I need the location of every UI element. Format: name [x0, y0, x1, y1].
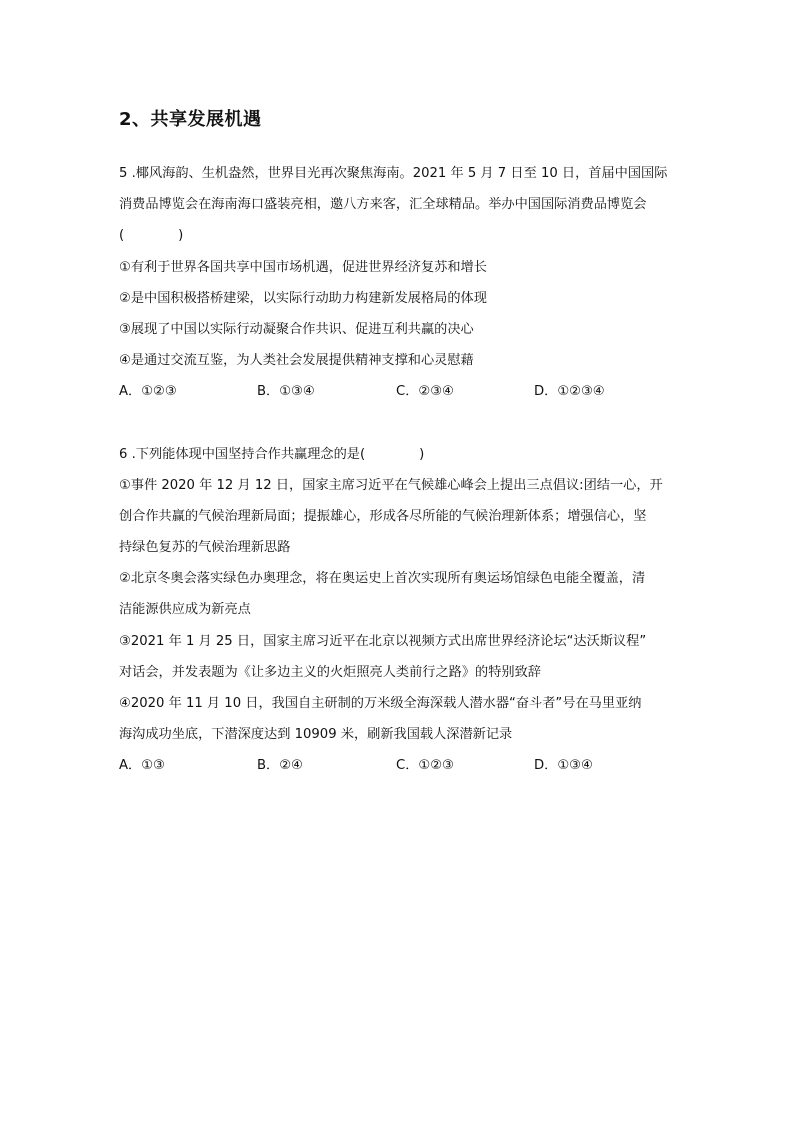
q6-options: [119, 756, 679, 776]
q6-line-6: ③2021 年 1 月 25 日，国家主席习近平在北京以视频方式出席世界经济论坛“达沃斯议程”: [119, 634, 647, 649]
q6-stem-text: 6 .下列能体现中国坚持合作共赢理念的是: [119, 447, 360, 462]
q5-paren-open: (: [119, 228, 125, 243]
q6-line-2: 创合作共赢的气候治理新局面；提振雄心，形成各尽所能的气候治理新体系；增强信心，坚: [119, 509, 647, 524]
q6-line-8: ④2020 年 11 月 10 日，我国自主研制的万米级全海深载人潜水器“奋斗者”号在马里亚纳: [119, 696, 642, 711]
q6-option-c: C．①②③: [396, 758, 454, 773]
q5-paren-close: ): [178, 228, 184, 243]
q5-stem-line-1: 5 .椰风海韵、生机盎然，世界目光再次聚焦海南。2021 年 5 月 7 日至 10 日，首届中国国际: [119, 166, 668, 181]
q6-option-b: B．②④: [257, 758, 303, 773]
q5-stem-line-2: 消费品博览会在海南海口盛装亮相，邀八方来客，汇全球精品。举办中国国际消费品博览会: [119, 197, 647, 212]
q5-statement-3: ③展现了中国以实际行动凝聚合作共识、促进互利共赢的决心: [119, 322, 474, 337]
q5-statement-1: ①有利于世界各国共享中国市场机遇，促进世界经济复苏和增长: [119, 260, 487, 275]
q5-statement-2: ②是中国积极搭桥建梁，以实际行动助力构建新发展格局的体现: [119, 291, 487, 306]
q6-line-1: ①事件 2020 年 12 月 12 日，国家主席习近平在气候雄心峰会上提出三点倡议:团结一心，开: [119, 478, 663, 493]
q6-option-d: D．①③④: [534, 758, 593, 773]
q5-options: [119, 382, 679, 402]
q5-option-c: C．②③④: [396, 384, 454, 399]
q6-paren-open: (: [359, 447, 366, 462]
q6-line-7: 对话会，并发表题为《让多边主义的火炬照亮人类前行之路》的特别致辞: [119, 665, 541, 680]
q6-line-4: ②北京冬奥会落实绿色办奥理念，将在奥运史上首次实现所有奥运场馆绿色电能全覆盖，清: [119, 571, 646, 586]
section-title: 2、共享发展机遇: [119, 109, 262, 130]
q6-stem: [119, 445, 424, 465]
q5-option-d: D．①②③④: [534, 384, 605, 399]
q6-line-5: 洁能源供应成为新亮点: [119, 602, 251, 617]
q5-answer-parentheses: [119, 226, 183, 246]
q6-line-3: 持绿色复苏的气候治理新思路: [119, 540, 291, 555]
q6-option-a: A．①③: [119, 758, 165, 773]
q5-statement-4: ④是通过交流互鉴，为人类社会发展提供精神支撑和心灵慰藉: [119, 353, 474, 368]
q5-option-b: B．①③④: [257, 384, 315, 399]
q6-line-9: 海沟成功坐底，下潜深度达到 10909 米，刷新我国载人深潜新记录: [119, 727, 513, 742]
q6-paren-close: ): [419, 447, 425, 462]
q5-option-a: A．①②③: [119, 384, 177, 399]
